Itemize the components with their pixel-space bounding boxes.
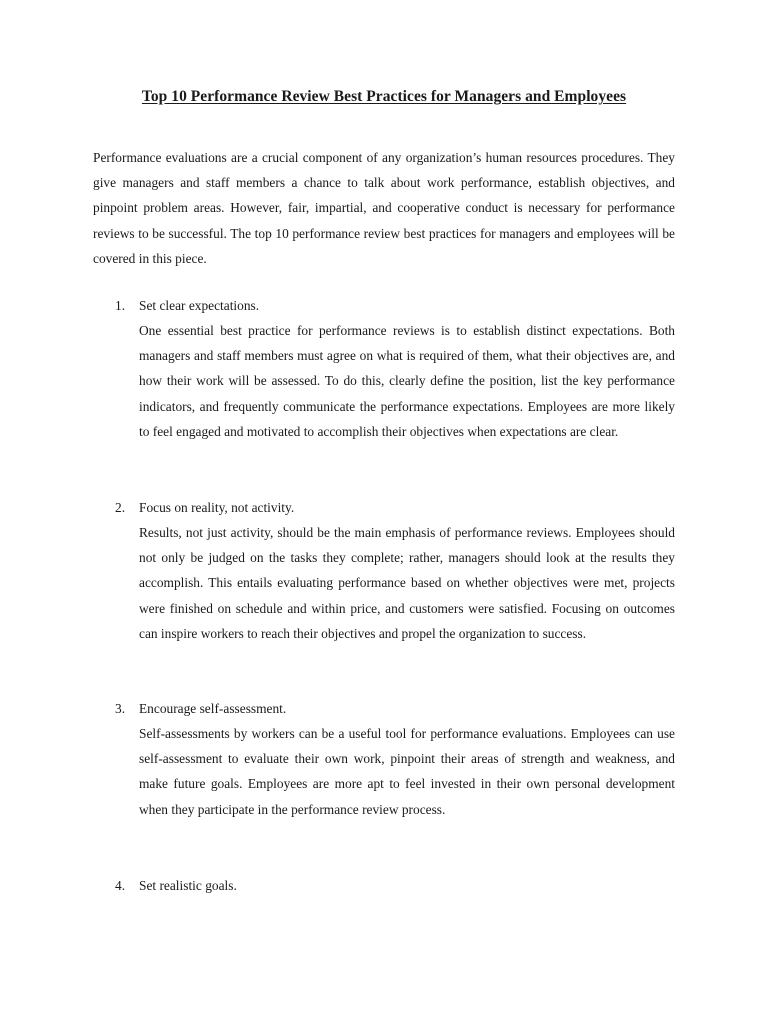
practice-body: One essential best practice for performance reviews is to establish distinct expectations. Both managers and staff members must agree on what is required of them, what their objectives are, and how their work will be assessed. To do this, clearly define the position, list the key performance indicators, and frequently communicate the performance expectations. Employees are more likely to feel engaged and motivated to accomplish their objectives when expectations are clear.: [139, 323, 675, 439]
practice-item: [115, 293, 675, 444]
practice-item: [115, 873, 675, 898]
practice-body: Results, not just activity, should be the main emphasis of performance reviews. Employees should not only be judged on the tasks they complete; rather, managers should look at the results they accomplish. This entails evaluating performance based on whether objectives were met, projects were finished on schedule and within price, and customers were satisfied. Focusing on outcomes can inspire workers to reach their objectives and propel the organization to success.: [139, 525, 675, 641]
practice-heading: Set clear expectations.: [139, 298, 260, 313]
intro-paragraph: Performance evaluations are a crucial component of any organization’s human resources procedures. They give managers and staff members a chance to talk about work performance, establish objectives, and pinpoint problem areas. However, fair, impartial, and cooperative conduct is necessary for performance reviews to be successful. The top 10 performance review best practices for managers and employees will be covered in this piece.: [93, 150, 675, 266]
practice-body: Self-assessments by workers can be a useful tool for performance evaluations. Employees can use self-assessment to evaluate their own work, pinpoint their areas of strength and weakness, and make future goals. Employees are more apt to feel invested in their own personal development when they participate in the performance review process.: [139, 726, 675, 817]
practice-number: 1.: [115, 298, 126, 313]
practice-heading: Encourage self-assessment.: [139, 701, 287, 716]
practice-number: 2.: [115, 500, 126, 515]
practice-number: 3.: [115, 701, 126, 716]
practice-heading: Set realistic goals.: [139, 878, 237, 893]
practice-heading: Focus on reality, not activity.: [139, 500, 295, 515]
practice-number: 4.: [115, 878, 126, 893]
document-title: Top 10 Performance Review Best Practices for Managers and Employees: [141, 88, 627, 105]
practice-item: [115, 696, 675, 822]
practice-item: [115, 495, 675, 646]
